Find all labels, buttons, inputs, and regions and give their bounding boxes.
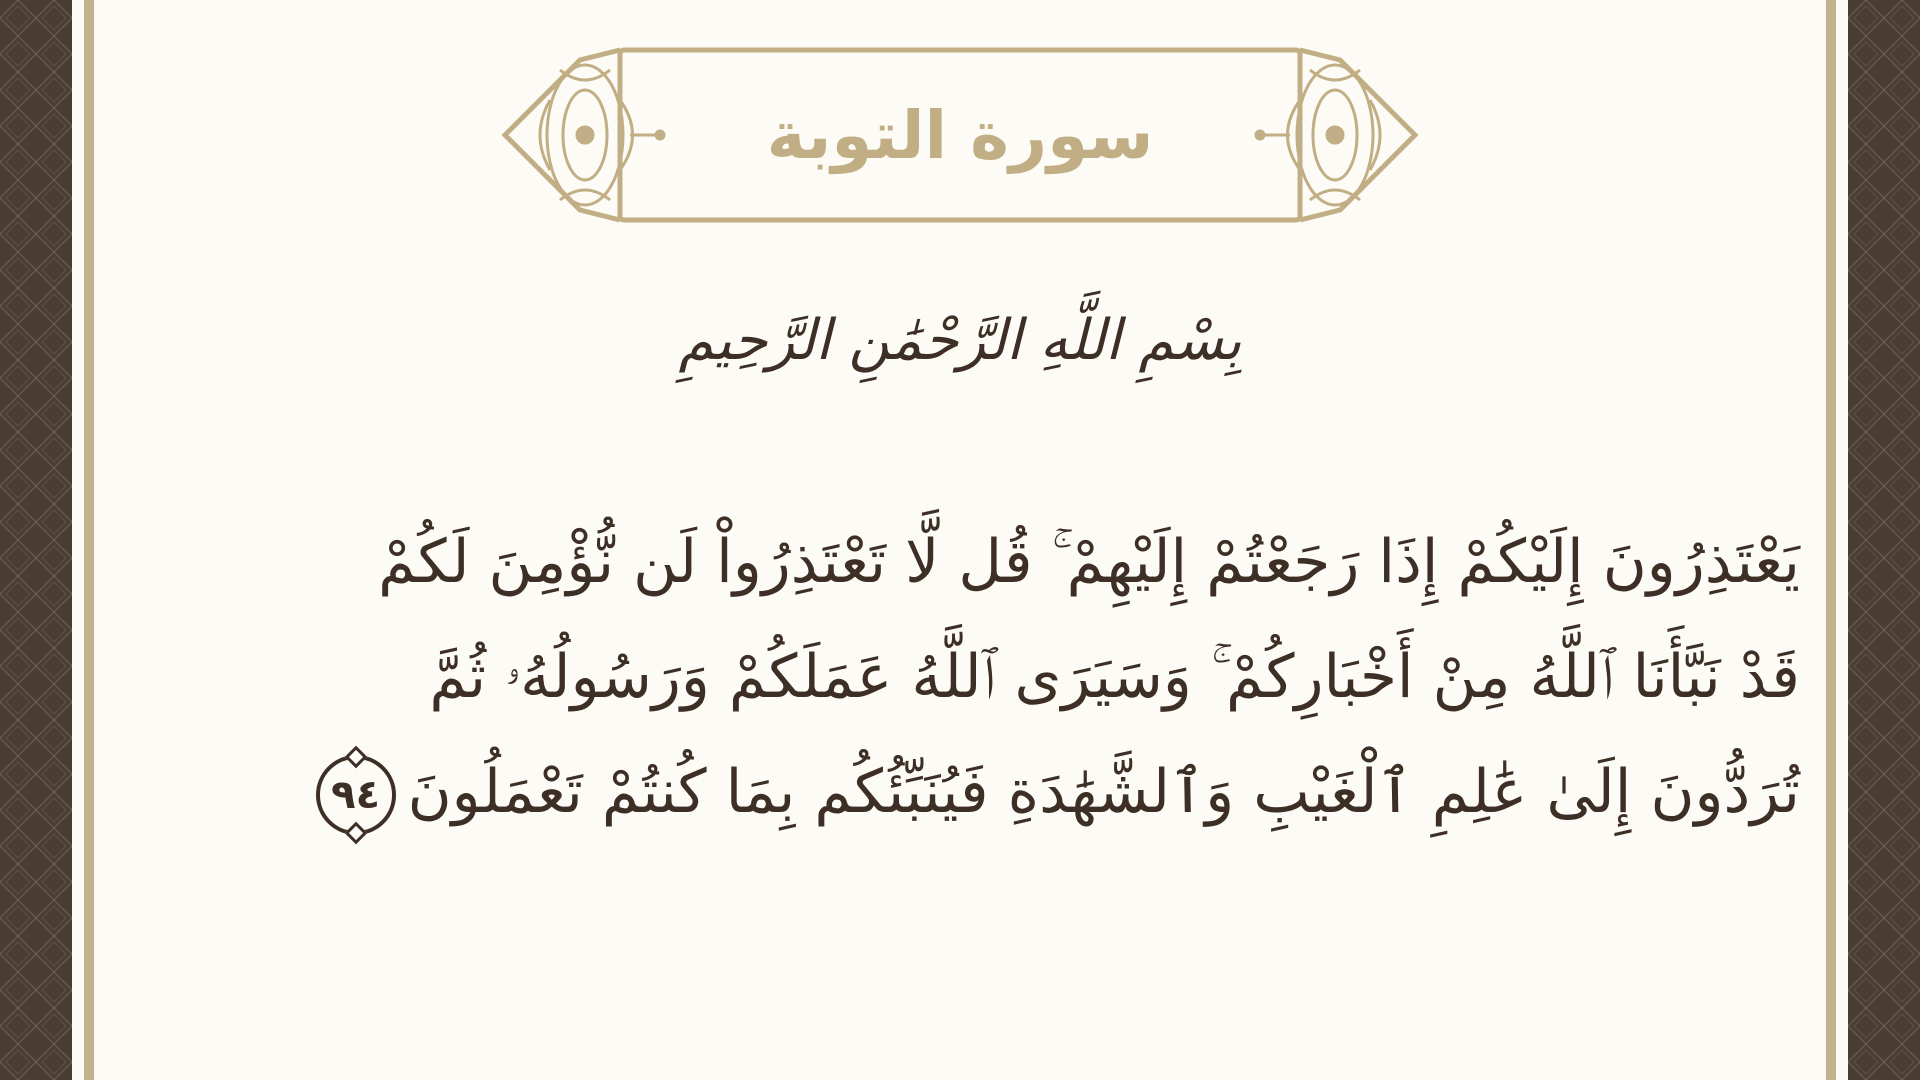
left-pattern-border — [0, 0, 72, 1080]
surah-title: سورة التوبة — [766, 96, 1154, 174]
right-gold-rule — [1826, 0, 1836, 1080]
right-pattern-border — [1848, 0, 1920, 1080]
verse-text — [330, 505, 1800, 850]
left-gold-rule — [84, 0, 94, 1080]
verse-line-text: تُرَدُّونَ إِلَىٰ عَٰلِمِ ٱلْغَيْبِ وَٱلشَّهَٰدَةِ فَيُنَبِّئُكُم بِمَا كُنتُمْ تَعْمَلُونَ — [407, 757, 1800, 827]
ayah-number-marker: ٩٤ — [316, 755, 396, 835]
verse-line-last — [330, 735, 1800, 850]
verse-line: قَدْ نَبَّأَنَا ٱللَّهُ مِنْ أَخْبَارِكُمْ ۚ وَسَيَرَى ٱللَّهُ عَمَلَكُمْ وَرَسُولُهُۥ ثُمَّ — [429, 642, 1800, 712]
basmala: بِسْمِ اللَّهِ الرَّحْمَٰنِ الرَّحِيمِ — [678, 307, 1242, 373]
surah-title-frame — [500, 40, 1420, 230]
verse-line: يَعْتَذِرُونَ إِلَيْكُمْ إِذَا رَجَعْتُمْ إِلَيْهِمْ ۚ قُل لَّا تَعْتَذِرُواْ لَن نُّؤْمِنَ لَكُمْ — [378, 527, 1800, 597]
